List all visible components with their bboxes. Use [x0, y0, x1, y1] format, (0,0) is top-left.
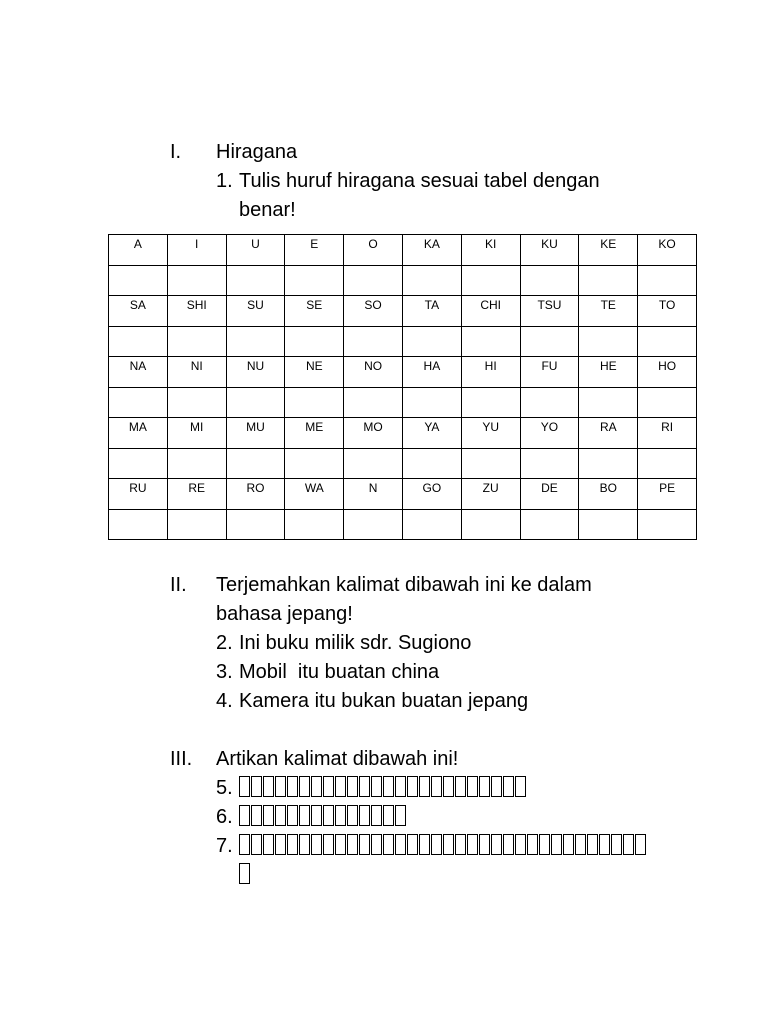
list-item — [216, 774, 670, 803]
table-cell — [402, 296, 461, 327]
item-number: 2. — [216, 632, 233, 654]
answer-row — [109, 388, 697, 418]
missing-glyph — [635, 834, 646, 855]
missing-glyph — [323, 834, 334, 855]
answer-cell[interactable] — [579, 266, 638, 296]
answer-cell[interactable] — [167, 388, 226, 418]
table-cell — [461, 418, 520, 449]
missing-glyph — [323, 776, 334, 797]
romaji-label: YA — [424, 420, 440, 434]
missing-glyph — [251, 776, 262, 797]
answer-cell[interactable] — [402, 388, 461, 418]
missing-glyph — [491, 834, 502, 855]
table-cell — [461, 357, 520, 388]
instruction-text-line2: benar! — [239, 199, 296, 221]
missing-glyph — [539, 834, 550, 855]
romaji-label: SO — [364, 298, 382, 312]
table-cell — [402, 235, 461, 266]
table-cell — [579, 479, 638, 510]
answer-row — [109, 510, 697, 540]
romaji-label: MI — [190, 420, 204, 434]
romaji-label: PE — [659, 481, 676, 495]
table-cell — [402, 479, 461, 510]
missing-glyph — [371, 776, 382, 797]
instruction-text-line1: Tulis huruf hiragana sesuai tabel dengan — [239, 170, 600, 192]
missing-glyph — [287, 776, 298, 797]
table-cell — [167, 418, 226, 449]
table-cell — [520, 357, 579, 388]
missing-glyph — [299, 805, 310, 826]
missing-glyph — [251, 834, 262, 855]
missing-glyph — [299, 776, 310, 797]
answer-cell[interactable] — [109, 266, 168, 296]
item-number: 7. — [216, 835, 233, 857]
romaji-label: DE — [541, 481, 558, 495]
item-text: Mobil itu buatan china — [239, 661, 440, 683]
missing-glyph-text — [239, 774, 670, 803]
missing-glyph — [263, 834, 274, 855]
table-cell — [520, 479, 579, 510]
table-cell — [579, 235, 638, 266]
answer-cell[interactable] — [461, 327, 520, 357]
missing-glyph — [575, 834, 586, 855]
table-cell — [520, 418, 579, 449]
table-cell — [520, 235, 579, 266]
missing-glyph — [623, 834, 634, 855]
answer-cell[interactable] — [226, 449, 285, 479]
table-cell — [109, 479, 168, 510]
answer-cell[interactable] — [579, 388, 638, 418]
section-translate — [170, 571, 670, 716]
table-row — [109, 357, 697, 388]
table-cell — [167, 479, 226, 510]
table-cell — [520, 296, 579, 327]
answer-cell[interactable] — [520, 327, 579, 357]
table-cell — [638, 479, 697, 510]
missing-glyph — [467, 776, 478, 797]
answer-cell[interactable] — [461, 449, 520, 479]
instruction-item — [216, 167, 670, 225]
answer-cell[interactable] — [402, 510, 461, 540]
missing-glyph — [239, 863, 250, 884]
missing-glyph — [407, 776, 418, 797]
romaji-label: RO — [246, 481, 265, 495]
missing-glyph — [263, 776, 274, 797]
table-cell — [579, 296, 638, 327]
section-title-line1: Terjemahkan kalimat dibawah ini ke dalam — [216, 574, 592, 596]
answer-row — [109, 449, 697, 479]
missing-glyph — [455, 776, 466, 797]
romaji-label: GO — [422, 481, 442, 495]
romaji-label: KE — [600, 237, 617, 251]
missing-glyph — [563, 834, 574, 855]
missing-glyph — [311, 805, 322, 826]
table-cell — [226, 418, 285, 449]
table-cell — [226, 235, 285, 266]
missing-glyph — [491, 776, 502, 797]
answer-row — [109, 266, 697, 296]
romaji-label: N — [368, 481, 378, 495]
answer-cell[interactable] — [109, 510, 168, 540]
romaji-label: KA — [423, 237, 440, 251]
missing-glyph — [287, 834, 298, 855]
table-cell — [579, 357, 638, 388]
section-title: Artikan kalimat dibawah ini! — [216, 748, 459, 770]
romaji-label: MU — [246, 420, 265, 434]
item-text: Ini buku milik sdr. Sugiono — [239, 632, 472, 654]
missing-glyph — [263, 805, 274, 826]
romaji-label: NU — [246, 359, 265, 373]
missing-glyph — [419, 776, 430, 797]
answer-cell[interactable] — [638, 510, 697, 540]
table-cell — [461, 296, 520, 327]
romaji-label: HO — [658, 359, 677, 373]
romaji-label: KI — [485, 237, 497, 251]
missing-glyph — [251, 805, 262, 826]
missing-glyph-text — [239, 803, 670, 832]
answer-cell[interactable] — [638, 449, 697, 479]
list-item — [216, 832, 670, 890]
table-cell — [226, 479, 285, 510]
answer-row — [109, 327, 697, 357]
missing-glyph — [407, 834, 418, 855]
missing-glyph — [275, 805, 286, 826]
list-item — [216, 803, 670, 832]
answer-cell[interactable] — [167, 266, 226, 296]
romaji-label: BO — [599, 481, 617, 495]
section-numeral: II. — [170, 574, 187, 596]
answer-cell[interactable] — [402, 449, 461, 479]
romaji-label: RA — [599, 420, 617, 434]
table-cell — [167, 296, 226, 327]
answer-cell[interactable] — [461, 510, 520, 540]
missing-glyph — [443, 834, 454, 855]
romaji-label: NI — [190, 359, 203, 373]
answer-cell[interactable] — [461, 388, 520, 418]
answer-cell[interactable] — [285, 510, 344, 540]
romaji-label: CHI — [480, 298, 502, 312]
item-number: 1. — [216, 170, 233, 192]
table-row — [109, 235, 697, 266]
table-cell — [109, 296, 168, 327]
answer-cell[interactable] — [579, 510, 638, 540]
answer-cell[interactable] — [344, 388, 403, 418]
missing-glyph — [443, 776, 454, 797]
table-cell — [344, 479, 403, 510]
answer-cell[interactable] — [109, 327, 168, 357]
missing-glyph — [383, 805, 394, 826]
missing-glyph — [359, 834, 370, 855]
answer-cell[interactable] — [520, 449, 579, 479]
romaji-label: FU — [541, 359, 558, 373]
table-cell — [167, 235, 226, 266]
missing-glyph — [503, 834, 514, 855]
table-cell — [285, 235, 344, 266]
answer-cell[interactable] — [285, 388, 344, 418]
answer-cell[interactable] — [109, 449, 168, 479]
missing-glyph — [431, 834, 442, 855]
answer-cell[interactable] — [167, 449, 226, 479]
table-cell — [461, 235, 520, 266]
romaji-label: HA — [423, 359, 441, 373]
missing-glyph — [503, 776, 514, 797]
answer-cell[interactable] — [285, 449, 344, 479]
missing-glyph — [527, 834, 538, 855]
romaji-label: KO — [658, 237, 676, 251]
romaji-label: RI — [661, 420, 674, 434]
romaji-label: A — [133, 237, 142, 251]
list-item — [216, 629, 670, 658]
missing-glyph — [479, 834, 490, 855]
romaji-label: YO — [540, 420, 559, 434]
missing-glyph — [299, 834, 310, 855]
item-number: 5. — [216, 777, 233, 799]
answer-cell[interactable] — [344, 266, 403, 296]
answer-cell[interactable] — [285, 327, 344, 357]
romaji-label: SA — [129, 298, 146, 312]
answer-cell[interactable] — [579, 449, 638, 479]
answer-cell[interactable] — [520, 510, 579, 540]
romaji-label: MO — [363, 420, 383, 434]
missing-glyph — [359, 805, 370, 826]
romaji-label: I — [195, 237, 199, 251]
section-numeral: III. — [170, 748, 193, 770]
missing-glyph — [287, 805, 298, 826]
missing-glyph — [311, 776, 322, 797]
missing-glyph — [587, 834, 598, 855]
missing-glyph — [599, 834, 610, 855]
answer-cell[interactable] — [402, 266, 461, 296]
romaji-label: NE — [305, 359, 323, 373]
table-cell — [638, 296, 697, 327]
missing-glyph — [347, 805, 358, 826]
table-cell — [285, 357, 344, 388]
section-hiragana — [170, 138, 670, 225]
romaji-label: NA — [129, 359, 147, 373]
romaji-label: MA — [128, 420, 147, 434]
answer-cell[interactable] — [344, 449, 403, 479]
missing-glyph — [347, 776, 358, 797]
list-item — [216, 687, 670, 716]
section-meaning — [170, 745, 670, 890]
item-number: 6. — [216, 806, 233, 828]
answer-cell[interactable] — [638, 327, 697, 357]
missing-glyph — [347, 834, 358, 855]
missing-glyph — [395, 834, 406, 855]
romaji-label: SU — [247, 298, 264, 312]
missing-glyph — [335, 776, 346, 797]
missing-glyph — [311, 834, 322, 855]
romaji-label: U — [251, 237, 260, 251]
missing-glyph — [383, 834, 394, 855]
table-cell — [344, 296, 403, 327]
missing-glyph — [239, 834, 250, 855]
missing-glyph — [335, 805, 346, 826]
missing-glyph — [383, 776, 394, 797]
item-number: 3. — [216, 661, 233, 683]
table-cell — [109, 357, 168, 388]
romaji-label: HE — [599, 359, 617, 373]
romaji-label: KU — [541, 237, 558, 251]
missing-glyph — [611, 834, 622, 855]
answer-cell[interactable] — [226, 510, 285, 540]
missing-glyph — [467, 834, 478, 855]
table-cell — [402, 357, 461, 388]
answer-cell[interactable] — [167, 327, 226, 357]
romaji-label: TA — [424, 298, 440, 312]
missing-glyph — [239, 805, 250, 826]
missing-glyph — [359, 776, 370, 797]
table-cell — [461, 479, 520, 510]
table-row — [109, 479, 697, 510]
missing-glyph — [335, 834, 346, 855]
section-title-line2: bahasa jepang! — [216, 603, 353, 625]
answer-cell[interactable] — [344, 327, 403, 357]
romaji-label: ZU — [482, 481, 499, 495]
table-cell — [638, 235, 697, 266]
romaji-label: TE — [600, 298, 616, 312]
answer-cell[interactable] — [461, 266, 520, 296]
missing-glyph — [515, 776, 526, 797]
missing-glyph-text — [239, 832, 670, 890]
missing-glyph — [323, 805, 334, 826]
answer-cell[interactable] — [226, 266, 285, 296]
romaji-label: ME — [305, 420, 324, 434]
answer-cell[interactable] — [638, 266, 697, 296]
romaji-label: SE — [306, 298, 323, 312]
romaji-label: RU — [129, 481, 147, 495]
answer-cell[interactable] — [285, 266, 344, 296]
answer-cell[interactable] — [579, 327, 638, 357]
hiragana-table — [108, 234, 697, 540]
table-cell — [344, 418, 403, 449]
answer-cell[interactable] — [402, 327, 461, 357]
romaji-label: TO — [658, 298, 676, 312]
table-cell — [285, 296, 344, 327]
missing-glyph — [455, 834, 466, 855]
missing-glyph — [395, 776, 406, 797]
table-cell — [285, 479, 344, 510]
table-cell — [109, 235, 168, 266]
list-item — [216, 658, 670, 687]
answer-cell[interactable] — [109, 388, 168, 418]
table-cell — [285, 418, 344, 449]
answer-cell[interactable] — [520, 266, 579, 296]
table-cell — [402, 418, 461, 449]
romaji-label: O — [368, 237, 378, 251]
table-cell — [109, 418, 168, 449]
table-row — [109, 296, 697, 327]
item-number: 4. — [216, 690, 233, 712]
missing-glyph — [371, 834, 382, 855]
table-cell — [167, 357, 226, 388]
answer-cell[interactable] — [226, 388, 285, 418]
romaji-label: SHI — [186, 298, 207, 312]
missing-glyph — [275, 776, 286, 797]
section-numeral: I. — [170, 141, 182, 163]
section-title: Hiragana — [216, 141, 298, 163]
missing-glyph — [239, 776, 250, 797]
missing-glyph — [371, 805, 382, 826]
table-cell — [344, 357, 403, 388]
item-text: Kamera itu bukan buatan jepang — [239, 690, 529, 712]
romaji-label: NO — [364, 359, 383, 373]
table-cell — [638, 357, 697, 388]
table-cell — [579, 418, 638, 449]
answer-cell[interactable] — [167, 510, 226, 540]
missing-glyph — [395, 805, 406, 826]
table-cell — [344, 235, 403, 266]
romaji-label: WA — [304, 481, 324, 495]
missing-glyph — [419, 834, 430, 855]
romaji-label: RE — [188, 481, 206, 495]
answer-cell[interactable] — [226, 327, 285, 357]
missing-glyph — [515, 834, 526, 855]
table-cell — [226, 357, 285, 388]
missing-glyph — [551, 834, 562, 855]
romaji-label: E — [310, 237, 319, 251]
table-cell — [638, 418, 697, 449]
answer-cell[interactable] — [520, 388, 579, 418]
romaji-label: HI — [484, 359, 497, 373]
romaji-label: TSU — [537, 298, 562, 312]
missing-glyph — [275, 834, 286, 855]
missing-glyph — [431, 776, 442, 797]
answer-cell[interactable] — [344, 510, 403, 540]
answer-cell[interactable] — [638, 388, 697, 418]
romaji-label: YU — [482, 420, 500, 434]
missing-glyph — [479, 776, 490, 797]
table-cell — [226, 296, 285, 327]
table-row — [109, 418, 697, 449]
